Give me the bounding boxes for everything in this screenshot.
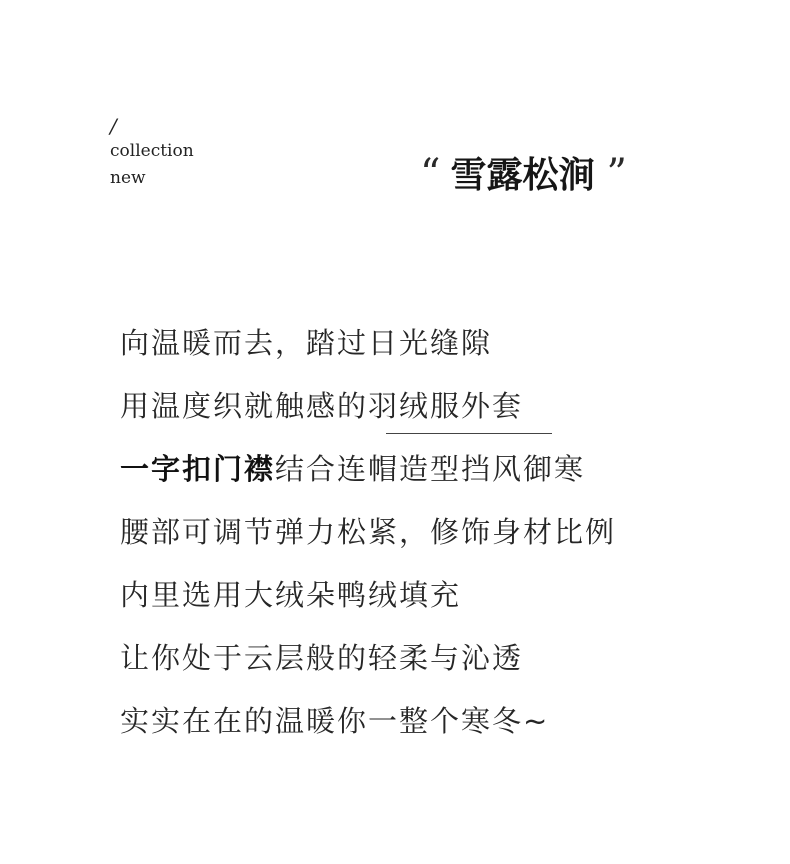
tag-new: new <box>110 168 146 188</box>
description-block <box>120 312 616 753</box>
close-quote: ” <box>606 151 627 197</box>
line-bold-text: 一字扣门襟 <box>120 452 276 486</box>
tag-slash: / <box>110 114 117 138</box>
description-line <box>120 438 616 501</box>
tag-collection: collection <box>110 141 194 161</box>
description-line: 实实在在的温暖你一整个寒冬~ <box>120 704 550 738</box>
collection-tag <box>110 114 194 192</box>
description-line: 向温暖而去，踏过日光缝隙 <box>120 326 493 360</box>
line-underlined-text: 羽绒服外套 <box>368 389 524 423</box>
open-quote: “ <box>420 151 441 197</box>
line-text: 用温度织就触感的 <box>120 389 369 423</box>
description-line: 内里选用大绒朵鸭绒填充 <box>120 578 462 612</box>
description-line <box>120 375 616 438</box>
description-line: 让你处于云层般的轻柔与沁透 <box>120 641 524 675</box>
title-text: 雪露松涧 <box>450 154 595 196</box>
line-text: 结合连帽造型挡风御寒 <box>275 452 586 486</box>
product-title <box>420 148 627 201</box>
description-line: 腰部可调节弹力松紧，修饰身材比例 <box>120 515 617 549</box>
highlight-underline <box>386 433 552 434</box>
